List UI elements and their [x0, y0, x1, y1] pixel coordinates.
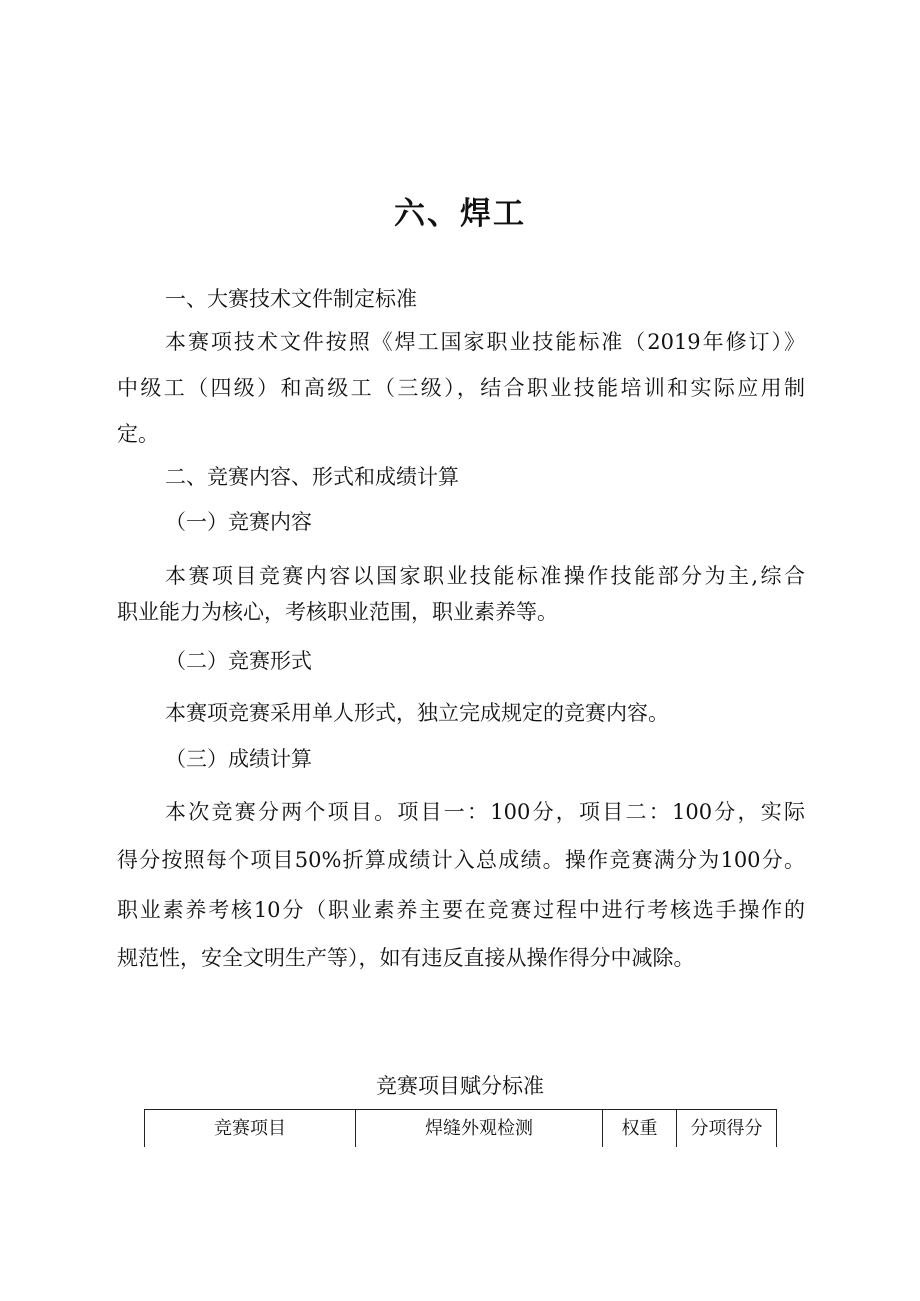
subsection-3-paragraph-line-2: 得分按照每个项目50%折算成绩计入总成绩。操作竞赛满分为100分。: [117, 848, 805, 872]
table-header-cell-weld-inspection: 焊缝外观检测: [356, 1110, 603, 1148]
subsection-3-heading: （三）成绩计算: [165, 747, 312, 771]
subsection-3-paragraph-line-1: 本次竞赛分两个项目。项目一：100分，项目二：100分，实际: [165, 800, 805, 824]
section-1-paragraph-line-3: 定。: [117, 422, 159, 446]
section-1-heading: 一、大赛技术文件制定标准: [165, 287, 417, 311]
score-table-title: 竞赛项目赋分标准: [376, 1074, 544, 1098]
section-1-paragraph-line-1: 本赛项技术文件按照《焊工国家职业技能标准（2019年修订）》: [165, 330, 805, 354]
score-table: [144, 1109, 777, 1147]
subsection-3-paragraph-line-3: 职业素养考核10分（职业素养主要在竞赛过程中进行考核选手操作的: [117, 898, 805, 922]
score-table-header-row: [145, 1110, 777, 1148]
section-2-heading: 二、竞赛内容、形式和成绩计算: [165, 465, 459, 489]
table-header-cell-weight: 权重: [603, 1110, 677, 1148]
table-header-cell-project: 竞赛项目: [145, 1110, 356, 1148]
subsection-2-paragraph: 本赛项竞赛采用单人形式，独立完成规定的竞赛内容。: [165, 701, 669, 725]
page-title: 六、焊工: [394, 196, 526, 232]
subsection-1-heading: （一）竞赛内容: [165, 510, 312, 534]
subsection-2-heading: （二）竞赛形式: [165, 649, 312, 673]
subsection-1-paragraph-line-1: 本赛项目竞赛内容以国家职业技能标准操作技能部分为主,综合: [165, 564, 805, 588]
subsection-1-paragraph-line-2: 职业能力为核心，考核职业范围，职业素养等。: [117, 600, 558, 624]
section-1-paragraph-line-2: 中级工（四级）和高级工（三级），结合职业技能培训和实际应用制: [117, 376, 805, 400]
subsection-3-paragraph-line-4: 规范性，安全文明生产等），如有违反直接从操作得分中减除。: [117, 946, 695, 970]
table-header-cell-item-score: 分项得分: [677, 1110, 777, 1148]
